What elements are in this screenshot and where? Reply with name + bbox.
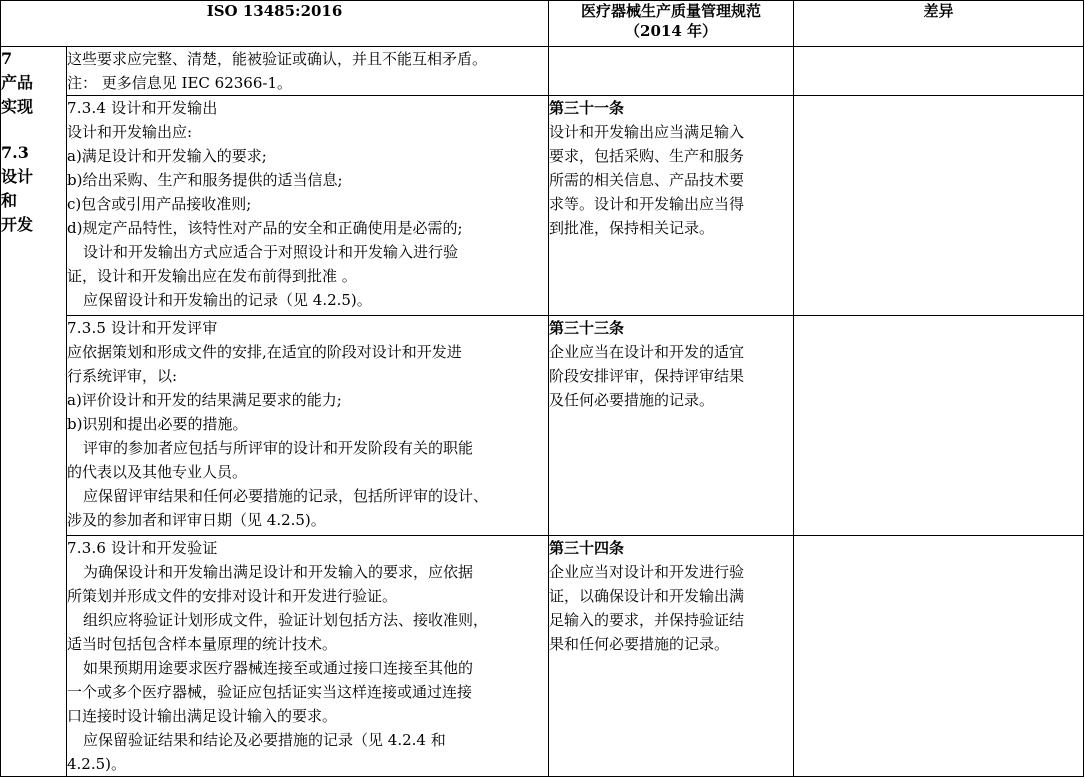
gmp-text-line: 求等。设计和开发输出应当得 xyxy=(549,195,745,213)
header-iso: ISO 13485:2016 xyxy=(1,1,549,47)
iso-text-line: 口连接时设计输出满足设计输入的要求。 xyxy=(67,707,338,725)
diff-cell xyxy=(794,47,1084,96)
iso-text-line: 设计和开发输出方式应适合于对照设计和开发输入进行验 xyxy=(83,243,459,261)
iso-text-line: 行系统评审，以: xyxy=(67,367,178,385)
iso-text-line: 应保留验证结果和结论及必要措施的记录（见 4.2.4 和 xyxy=(83,731,446,749)
iso-text-line: a)满足设计和开发输入的要求; xyxy=(67,147,267,165)
table-row xyxy=(1,316,1084,536)
clause-heading: 7.3.5 设计和开发评审 xyxy=(67,319,218,337)
gmp-article-title: 第三十四条 xyxy=(549,539,625,557)
iso-text-line: 为确保设计和开发输出满足设计和开发输入的要求，应依据 xyxy=(83,563,474,581)
iso-text-line: 注： 更多信息见 IEC 62366-1。 xyxy=(67,74,292,92)
gmp-article-title: 第三十一条 xyxy=(549,99,625,117)
iso-cell xyxy=(67,96,549,316)
gmp-text-line: 足输入的要求，并保持验证结 xyxy=(549,611,745,629)
iso-text-line: 一个或多个医疗器械，验证应包括证实当这样连接或通过连接 xyxy=(67,683,473,701)
diff-cell xyxy=(794,96,1084,316)
clause-heading: 7.3.6 设计和开发验证 xyxy=(67,539,218,557)
diff-cell xyxy=(794,536,1084,777)
iso-text-line: 如果预期用途要求医疗器械连接至或通过接口连接至其他的 xyxy=(83,659,474,677)
section-label: 7 产品 实现 7.3 设计 和 开发 xyxy=(1,47,67,777)
gmp-text-line: 到批准，保持相关记录。 xyxy=(549,219,715,237)
clause-heading: 7.3.4 设计和开发输出 xyxy=(67,99,218,117)
iso-cell xyxy=(67,316,549,536)
gmp-text-line: 所需的相关信息、产品技术要 xyxy=(549,171,745,189)
iso-text-line: 设计和开发输出应: xyxy=(67,123,193,141)
iso-text-line: b)识别和提出必要的措施。 xyxy=(67,415,248,433)
gmp-text-line: 及任何必要措施的记录。 xyxy=(549,391,715,409)
header-row xyxy=(1,1,1084,47)
gmp-text-line: 要求，包括采购、生产和服务 xyxy=(549,147,745,165)
iso-text-line: 所策划并形成文件的安排对设计和开发进行验证。 xyxy=(67,587,398,605)
iso-text-line: c)包含或引用产品接收准则; xyxy=(67,195,252,213)
gmp-text-line: 果和任何必要措施的记录。 xyxy=(549,635,730,653)
iso-text-line: 证，设计和开发输出应在发布前得到批准 。 xyxy=(67,267,357,285)
header-gmp xyxy=(549,1,794,47)
iso-cell xyxy=(67,47,549,96)
gmp-text-line: 阶段安排评审，保持评审结果 xyxy=(549,367,745,385)
diff-cell xyxy=(794,316,1084,536)
iso-text-line: 的代表以及其他专业人员。 xyxy=(67,463,248,481)
iso-text-line: b)给出采购、生产和服务提供的适当信息; xyxy=(67,171,343,189)
table-row xyxy=(1,536,1084,777)
gmp-text-line: 设计和开发输出应当满足输入 xyxy=(549,123,745,141)
iso-text-line: 应依据策划和形成文件的安排,在适宜的阶段对设计和开发进 xyxy=(67,343,462,361)
table-row xyxy=(1,96,1084,316)
iso-cell xyxy=(67,536,549,777)
header-diff: 差异 xyxy=(794,1,1084,47)
gmp-text-line: 企业应当在设计和开发的适宜 xyxy=(549,343,745,361)
iso-text-line: a)评价设计和开发的结果满足要求的能力; xyxy=(67,391,342,409)
gmp-cell xyxy=(549,47,794,96)
iso-text-line: 适当时包括包含样本量原理的统计技术。 xyxy=(67,635,338,653)
iso-text-line: 这些要求应完整、清楚，能被验证或确认，并且不能互相矛盾。 xyxy=(67,50,488,68)
iso-text-line: 应保留评审结果和任何必要措施的记录，包括所评审的设计、 xyxy=(83,487,489,505)
gmp-cell xyxy=(549,96,794,316)
iso-text-line: 组织应将验证计划形成文件，验证计划包括方法、接收准则， xyxy=(83,611,489,629)
gmp-cell xyxy=(549,536,794,777)
gmp-text-line: 企业应当对设计和开发进行验 xyxy=(549,563,745,581)
iso-text-line: d)规定产品特性，该特性对产品的安全和正确使用是必需的; xyxy=(67,219,463,237)
iso-text-line: 应保留设计和开发输出的记录（见 4.2.5)。 xyxy=(83,291,372,309)
gmp-cell xyxy=(549,316,794,536)
gmp-article-title: 第三十三条 xyxy=(549,319,625,337)
gmp-text-line: 证，以确保设计和开发输出满 xyxy=(549,587,745,605)
iso-text-line: 评审的参加者应包括与所评审的设计和开发阶段有关的职能 xyxy=(83,439,474,457)
table-row xyxy=(1,47,1084,96)
iso-text-line: 4.2.5)。 xyxy=(67,755,127,773)
iso-text-line: 涉及的参加者和评审日期（见 4.2.5)。 xyxy=(67,511,326,529)
header-gmp-line1: 医疗器械生产质量管理规范 xyxy=(581,2,762,20)
header-gmp-line2: （2014 年） xyxy=(625,22,717,40)
